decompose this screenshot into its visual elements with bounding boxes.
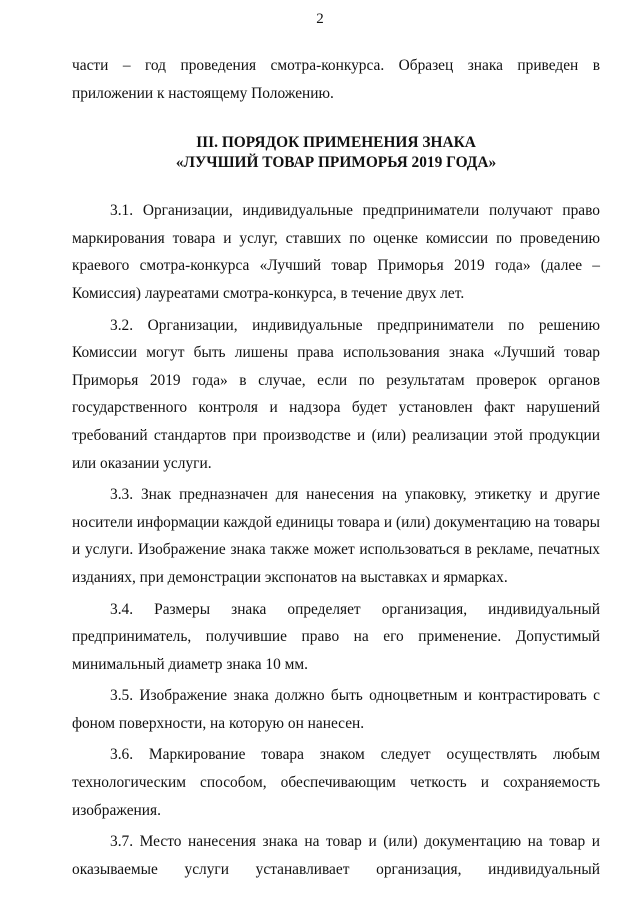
paragraph-3-7: 3.7. Место нанесения знака на товар и (или) документацию на товар и оказываемые услуги устанавливает организация, индивидуальный bbox=[72, 833, 600, 878]
section-heading bbox=[72, 133, 600, 173]
page-number: 2 bbox=[316, 11, 324, 27]
paragraph-3-4: 3.4. Размеры знака определяет организация, индивидуальный предприниматель, получившие право на его применение. Допустимый минимальный диаметр знака 10 мм. bbox=[72, 600, 600, 673]
document-body bbox=[72, 52, 600, 883]
paragraph-3-6: 3.6. Маркирование товара знаком следует осуществлять любым технологическим способом, обеспечивающим четкость и сохраняемость изображения. bbox=[72, 746, 600, 819]
paragraph-3-5: 3.5. Изображение знака должно быть одноцветным и контрастировать с фоном поверхности, на которую он нанесен. bbox=[72, 687, 600, 732]
section-title-line-2: «ЛУЧШИЙ ТОВАР ПРИМОРЬЯ 2019 ГОДА» bbox=[175, 154, 497, 172]
intro-paragraph: части – год проведения смотра-конкурса. Образец знака приведен в приложении к настоящему Положению. bbox=[72, 57, 600, 102]
section-title-line-1: III. ПОРЯДОК ПРИМЕНЕНИЯ ЗНАКА bbox=[196, 134, 476, 152]
paragraph-3-3: 3.3. Знак предназначен для нанесения на упаковку, этикетку и другие носители информации каждой единицы товара и (или) документацию на товары и услуги. Изображение знака также может использоваться в рекламе, печатных изданиях, при демонстрации экспонатов на выставках и ярмарках. bbox=[72, 486, 600, 586]
paragraph-3-1: 3.1. Организации, индивидуальные предприниматели получают право маркирования товара и услуг, ставших по оценке комиссии по проведению краевого смотра-конкурса «Лучший товар Приморья 2019 года» (далее – Комиссия) лауреатами смотра-конкурса, в течение двух лет. bbox=[72, 202, 600, 302]
paragraph-3-2: 3.2. Организации, индивидуальные предприниматели по решению Комиссии могут быть лишены права использования знака «Лучший товар Приморья 2019 года» в случае, если по результатам проверок органов государственного контроля и надзора будет установлен факт нарушений требований стандартов при производстве и (или) реализации этой продукции или оказании услуги. bbox=[72, 316, 600, 472]
